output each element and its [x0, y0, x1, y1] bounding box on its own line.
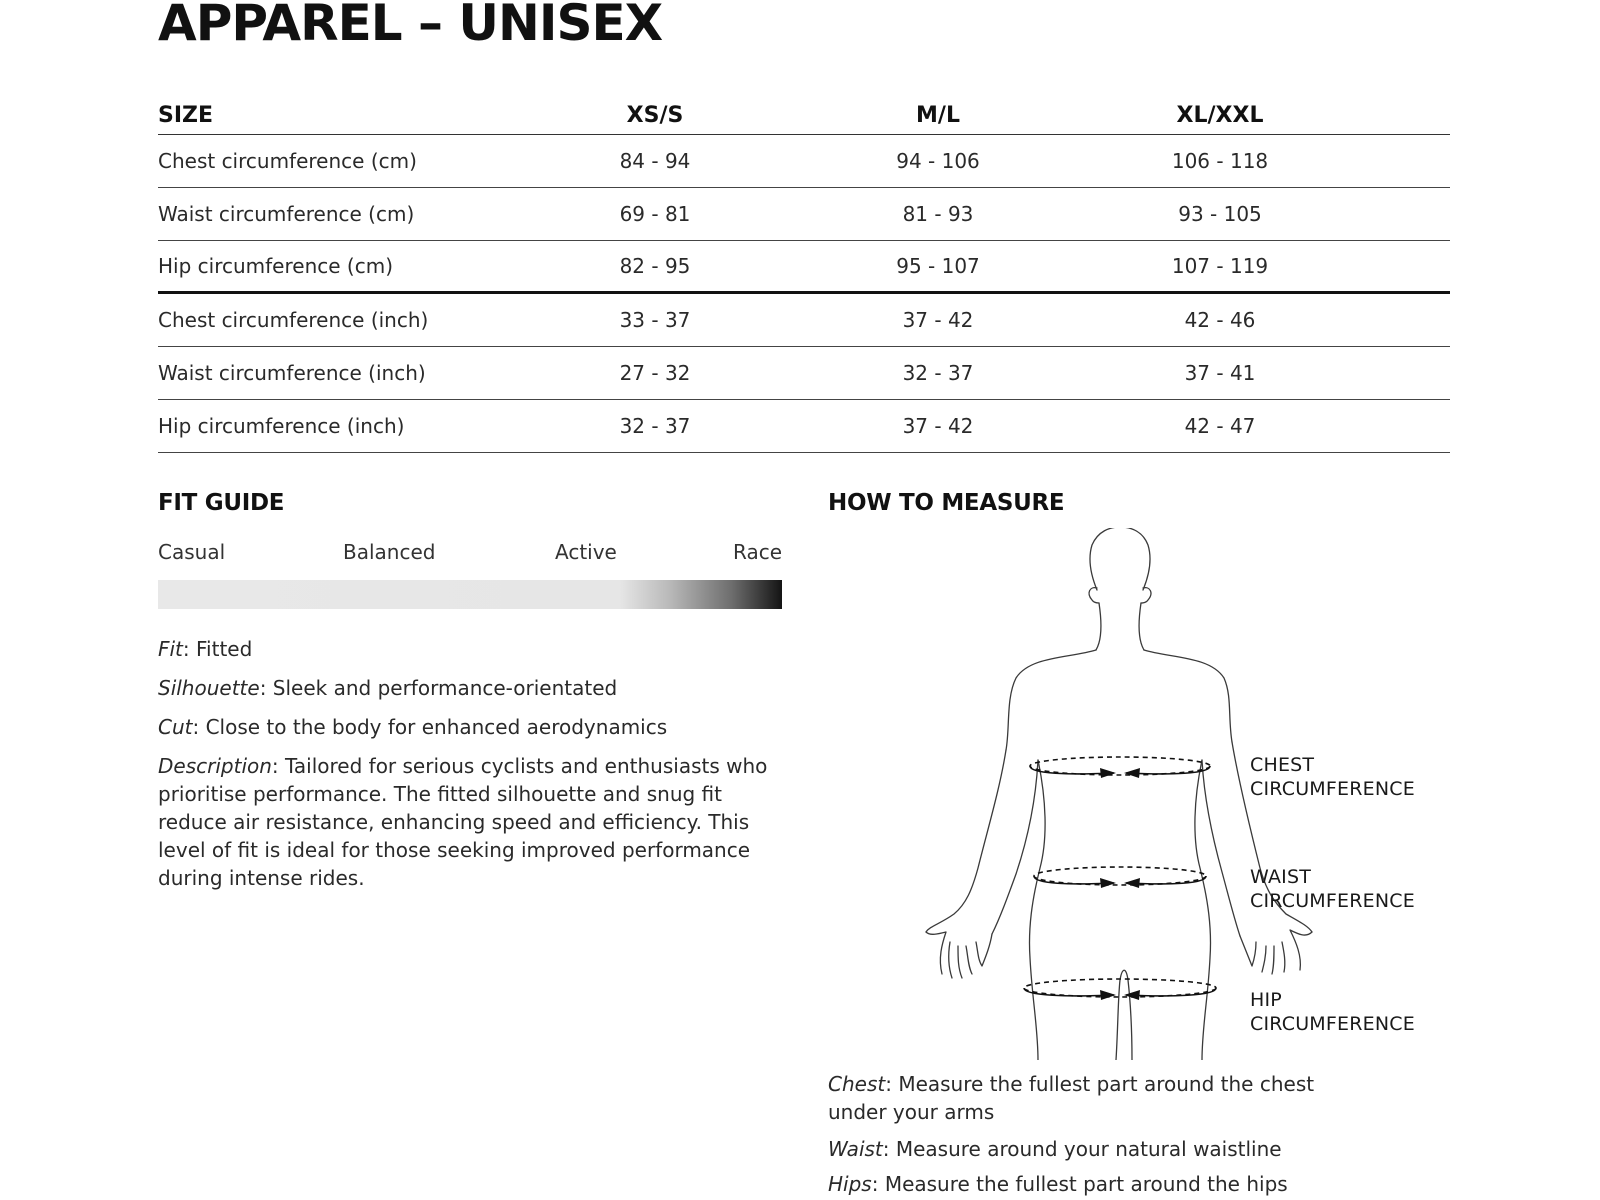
cut-detail: [158, 713, 778, 741]
cell-value: 42 - 47: [1184, 414, 1256, 438]
chest-circumference-label: [1250, 753, 1415, 801]
fit-guide-heading: FIT GUIDE: [158, 490, 285, 516]
size-column-header: SIZE: [158, 102, 214, 128]
cell-value: 106 - 118: [1171, 149, 1269, 173]
row-label: Chest circumference (cm): [158, 149, 417, 173]
waist-instruction-text: : Measure around your natural waistline: [882, 1137, 1282, 1161]
hips-instruction-text: : Measure the fullest part around the hips: [871, 1172, 1288, 1196]
fit-detail: [158, 635, 778, 663]
waist-label-line1: WAIST: [1250, 866, 1312, 888]
cell-value: 32 - 37: [902, 361, 974, 385]
fit-scale-race: Race: [732, 540, 782, 564]
fit-scale-casual: Casual: [158, 540, 226, 564]
table-row: [158, 135, 1450, 188]
hips-instruction-term: Hips: [828, 1172, 872, 1196]
description-detail-term: Description: [158, 754, 272, 778]
cell-value: 84 - 94: [619, 149, 691, 173]
cell-value: 32 - 37: [619, 414, 691, 438]
table-row: [158, 347, 1450, 400]
fit-scale-labels: [158, 540, 782, 566]
cell-value: 37 - 41: [1184, 361, 1256, 385]
waist-instruction-term: Waist: [828, 1137, 883, 1161]
description-detail: [158, 752, 778, 892]
cell-value: 95 - 107: [896, 254, 980, 278]
cell-value: 93 - 105: [1178, 202, 1262, 226]
chest-instruction-text: : Measure the fullest part around the chest under your arms: [828, 1072, 1315, 1124]
fit-scale-bar: [158, 580, 782, 609]
table-row: [158, 294, 1450, 347]
hip-label-line2: CIRCUMFERENCE: [1250, 1013, 1415, 1035]
cell-value: 107 - 119: [1171, 254, 1269, 278]
fit-scale-active: Active: [555, 540, 617, 564]
description-detail-text: : Tailored for serious cyclists and enthusiasts who prioritise performance. The fitted silhouette and snug fit reduce air resistance, enhancing speed and efficiency. This level of fit is ideal for those seeking improved performance during intense rides.: [158, 754, 768, 890]
chest-instruction: [828, 1070, 1348, 1126]
silhouette-detail-text: : Sleek and performance-orientated: [259, 676, 618, 700]
table-row: [158, 400, 1450, 453]
row-label: Waist circumference (inch): [158, 361, 426, 385]
size-xs-s-header: XS/S: [626, 102, 684, 128]
cell-value: 37 - 42: [902, 308, 974, 332]
chest-instruction-term: Chest: [828, 1072, 886, 1096]
cell-value: 69 - 81: [619, 202, 691, 226]
cell-value: 81 - 93: [902, 202, 974, 226]
row-label: Waist circumference (cm): [158, 202, 415, 226]
cell-value: 94 - 106: [896, 149, 980, 173]
how-to-measure-heading: HOW TO MEASURE: [828, 490, 1065, 516]
cell-value: 37 - 42: [902, 414, 974, 438]
hip-label-line1: HIP: [1250, 989, 1282, 1011]
size-table-header: [158, 88, 1450, 135]
cut-detail-term: Cut: [158, 715, 193, 739]
hip-circumference-label: [1250, 988, 1415, 1036]
size-xl-xxl-header: XL/XXL: [1176, 102, 1264, 128]
waist-circumference-label: [1250, 865, 1415, 913]
chest-label-line2: CIRCUMFERENCE: [1250, 778, 1415, 800]
chest-label-line1: CHEST: [1250, 754, 1315, 776]
hips-instruction: [828, 1170, 1448, 1198]
row-label: Chest circumference (inch): [158, 308, 429, 332]
fit-scale-balanced: Balanced: [343, 540, 436, 564]
cell-value: 27 - 32: [619, 361, 691, 385]
fit-detail-text: : Fitted: [182, 637, 253, 661]
cell-value: 82 - 95: [619, 254, 691, 278]
waist-label-line2: CIRCUMFERENCE: [1250, 890, 1415, 912]
cell-value: 42 - 46: [1184, 308, 1256, 332]
silhouette-detail-term: Silhouette: [158, 676, 260, 700]
page-title: APPAREL – UNISEX: [158, 0, 663, 52]
row-label: Hip circumference (cm): [158, 254, 393, 278]
body-measurement-figure: [920, 528, 1420, 1060]
size-m-l-header: M/L: [916, 102, 960, 128]
waist-instruction: [828, 1135, 1448, 1163]
row-label: Hip circumference (inch): [158, 414, 405, 438]
size-table: [158, 88, 1450, 453]
fit-detail-term: Fit: [158, 637, 183, 661]
table-row: [158, 188, 1450, 241]
table-row: [158, 241, 1450, 294]
cut-detail-text: : Close to the body for enhanced aerodynamics: [192, 715, 668, 739]
cell-value: 33 - 37: [619, 308, 691, 332]
silhouette-detail: [158, 674, 778, 702]
